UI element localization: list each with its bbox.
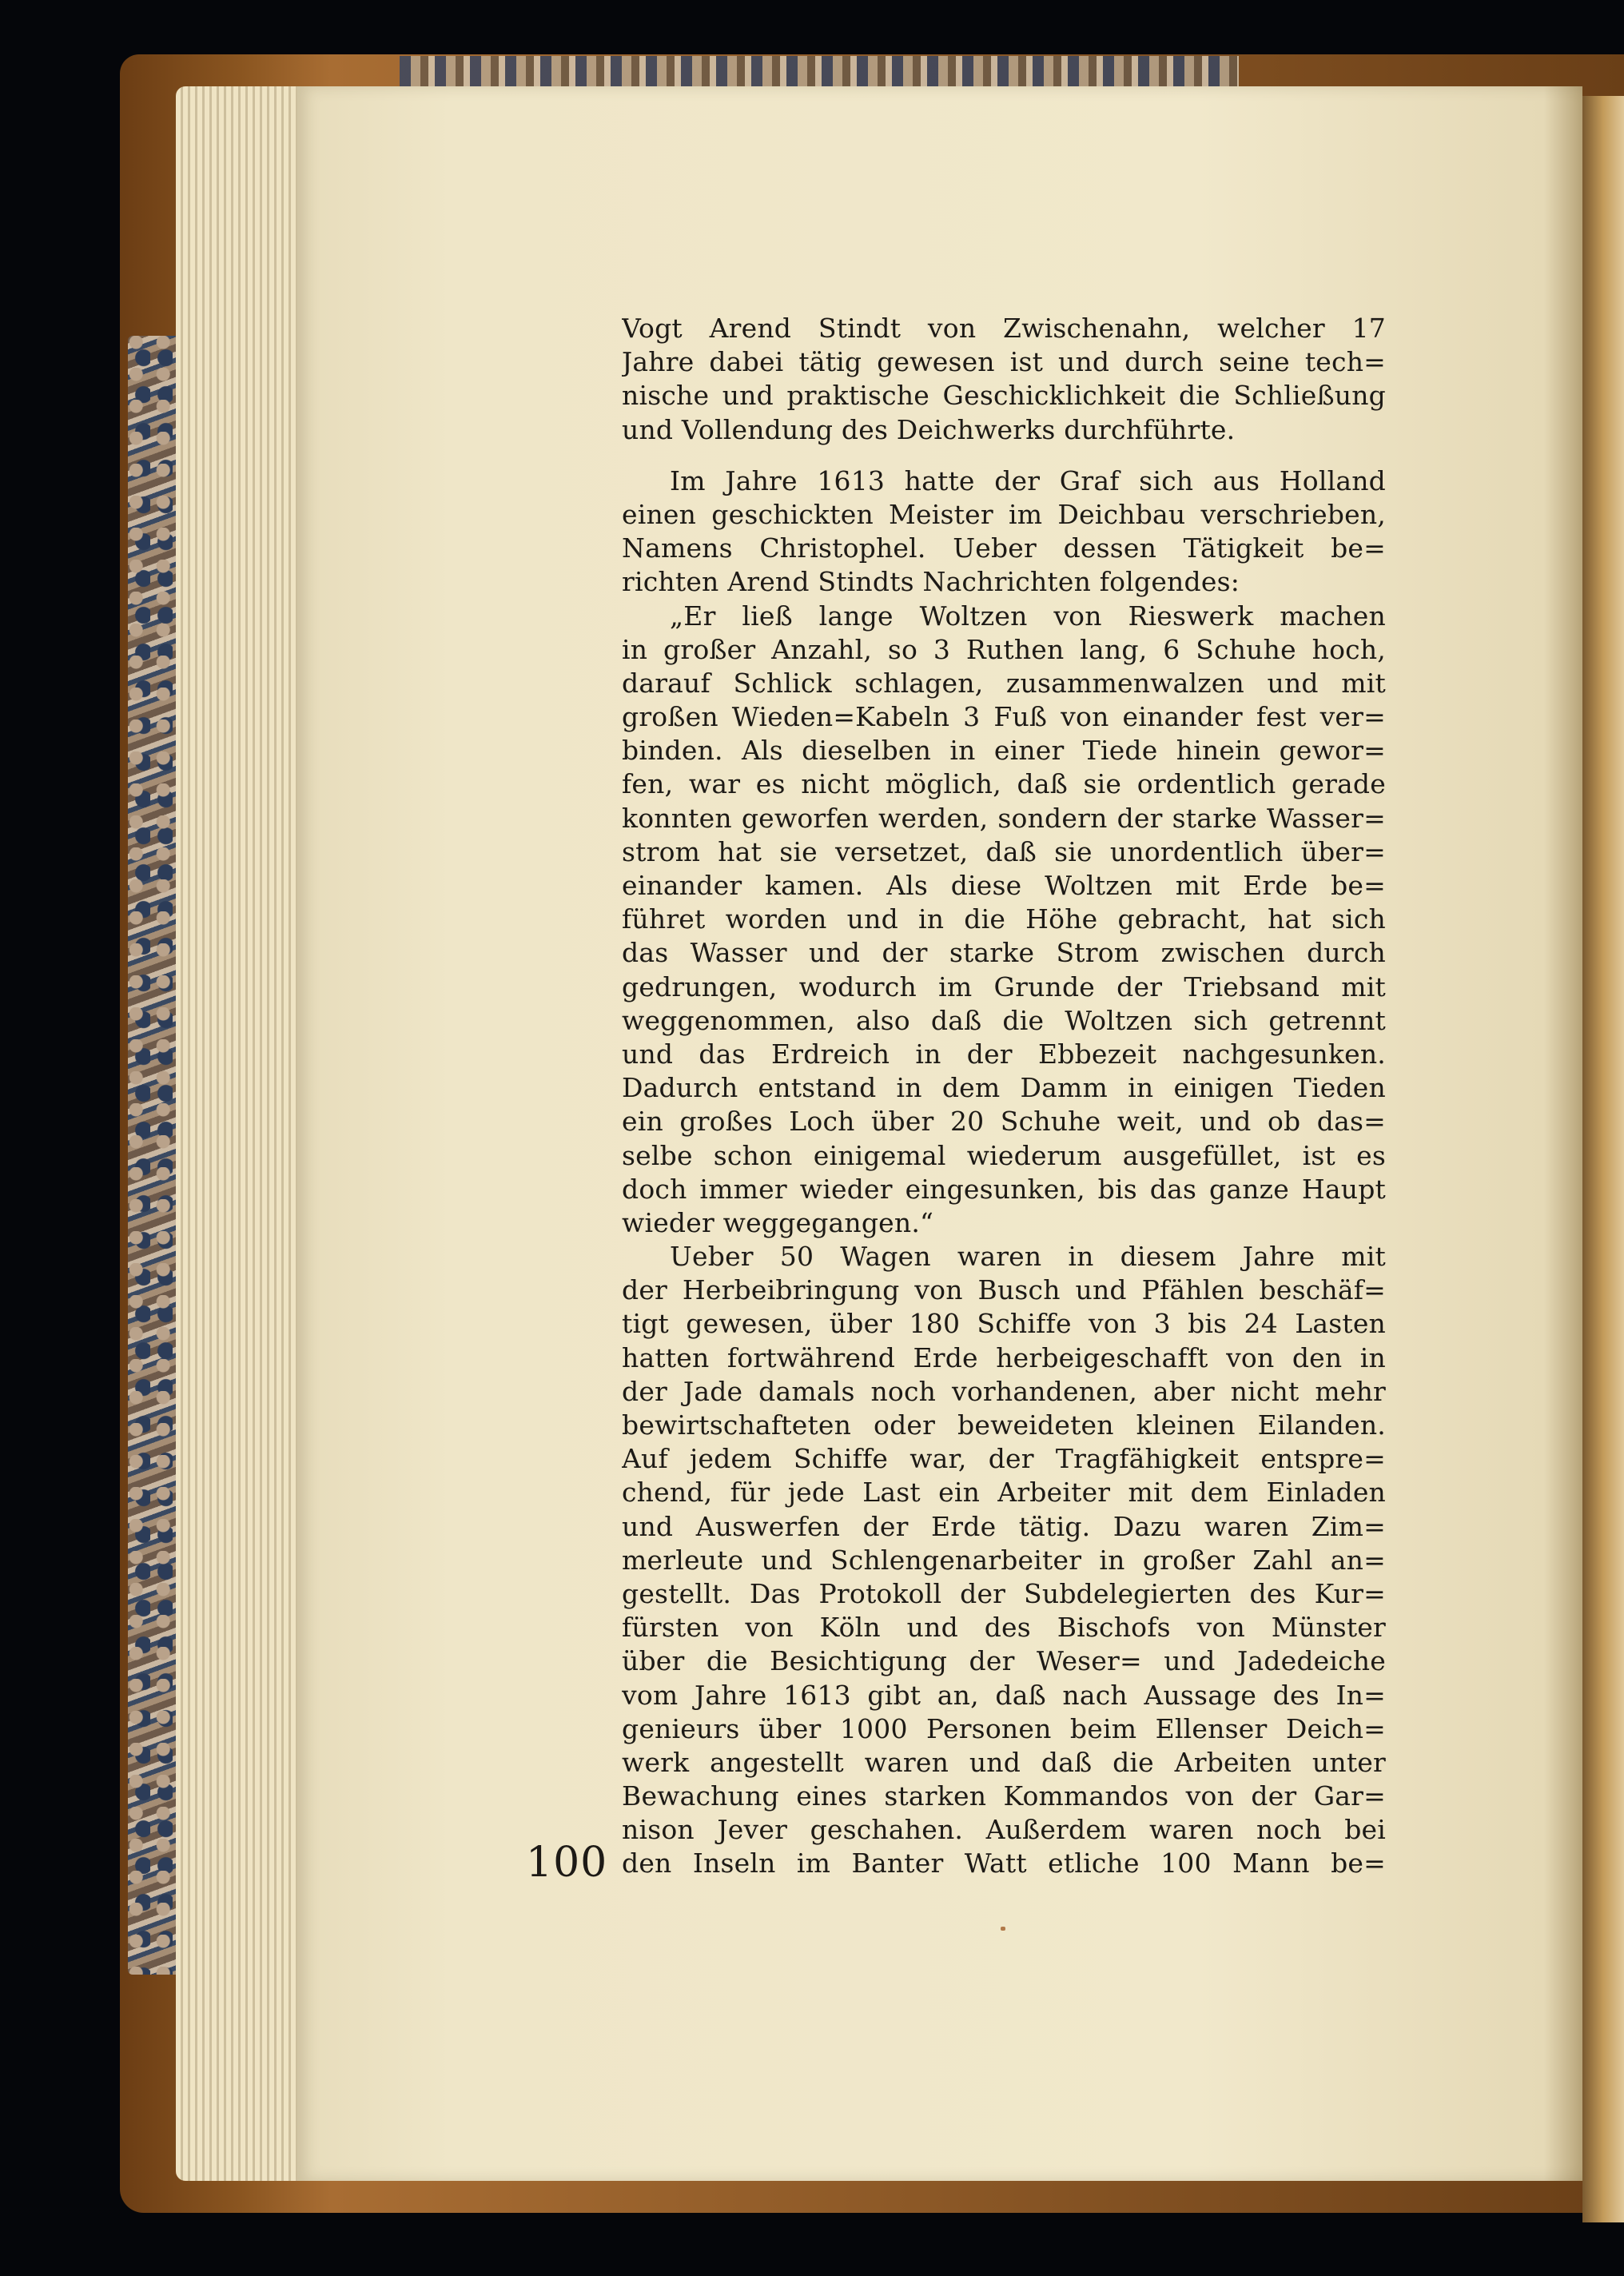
marbled-top-band [400, 56, 1239, 88]
text-line: einen geschickten Meister im Deichbau verschrieben, [622, 498, 1386, 530]
text-line: nison Jever geschahen. Außerdem waren noch bei [622, 1814, 1386, 1846]
text-line: merleute und Schlengenarbeiter in großer Zahl an= [622, 1544, 1386, 1576]
text-line: das Wasser und der starke Strom zwischen durch [622, 937, 1386, 969]
page-text [622, 312, 1386, 1881]
text-line: und Vollendung des Deichwerks durchführte. [622, 413, 1236, 445]
text-line: Bewachung eines starken Kommandos von der Gar= [622, 1780, 1386, 1812]
paper-speck [1001, 1927, 1005, 1931]
text-line: Im Jahre 1613 hatte der Graf sich aus Holland [670, 464, 1386, 496]
text-line: wieder weggegangen.“ [622, 1206, 934, 1238]
text-line: richten Arend Stindts Nachrichten folgendes: [622, 566, 1240, 598]
text-line: der Jade damals noch vorhandenen, aber nicht mehr [622, 1375, 1386, 1407]
text-line: vom Jahre 1613 gibt an, daß nach Aussage des In= [622, 1679, 1386, 1711]
text-line: führet worden und in die Höhe gebracht, hat sich [622, 903, 1386, 935]
text-line: doch immer wieder eingesunken, bis das ganze Haupt [622, 1173, 1386, 1205]
text-line: den Inseln im Banter Watt etliche 100 Mann be= [622, 1848, 1386, 1879]
text-line: „Er ließ lange Woltzen von Rieswerk machen [670, 600, 1386, 632]
text-line: binden. Als dieselben in einer Tiede hinein gewor= [622, 735, 1386, 767]
text-line: konnten geworfen werden, sondern der starke Wasser= [622, 802, 1386, 834]
text-line: strom hat sie versetzet, daß sie unordentlich über= [622, 835, 1386, 867]
text-line: selbe schon einigemal wiederum ausgefüllet, ist es [622, 1139, 1386, 1171]
text-line: hatten fortwährend Erde herbeigeschafft von den in [622, 1341, 1386, 1373]
text-line: großen Wieden=Kabeln 3 Fuß von einander fest ver= [622, 701, 1386, 733]
text-line: Namens Christophel. Ueber dessen Tätigkeit be= [622, 532, 1386, 564]
paragraph-gap [622, 447, 1386, 464]
text-line: fen, war es nicht möglich, daß sie ordentlich gerade [622, 768, 1386, 800]
text-line: weggenommen, also daß die Woltzen sich getrennt [622, 1004, 1386, 1036]
page-edges [176, 86, 304, 2181]
text-line: tigt gewesen, über 180 Schiffe von 3 bis 24 Lasten [622, 1308, 1386, 1340]
text-line: bewirtschafteten oder beweideten kleinen Eilanden. [622, 1409, 1386, 1441]
text-line: chend, für jede Last ein Arbeiter mit dem Einladen [622, 1477, 1386, 1509]
text-line: und das Erdreich in der Ebbezeit nachgesunken. [622, 1038, 1386, 1070]
text-line: und Auswerfen der Erde tätig. Dazu waren Zim= [622, 1510, 1386, 1542]
page-number: 100 [526, 1839, 608, 1887]
facing-page-edge [1582, 96, 1624, 2222]
text-line: über die Besichtigung der Weser= und Jadedeiche [622, 1645, 1386, 1677]
text-line: Dadurch entstand in dem Damm in einigen Tieden [622, 1072, 1386, 1104]
text-line: in großer Anzahl, so 3 Ruthen lang, 6 Schuhe hoch, [622, 633, 1386, 665]
text-line: nische und praktische Geschicklichkeit die Schließung [622, 380, 1386, 412]
text-line: fürsten von Köln und des Bischofs von Münster [622, 1612, 1386, 1644]
text-line: Jahre dabei tätig gewesen ist und durch seine tech= [622, 346, 1386, 378]
text-line: Ueber 50 Wagen waren in diesem Jahre mit [670, 1241, 1386, 1273]
text-line: darauf Schlick schlagen, zusammenwalzen und mit [622, 667, 1386, 699]
text-line: Auf jedem Schiffe war, der Tragfähigkeit entspre= [622, 1443, 1386, 1475]
text-line: gestellt. Das Protokoll der Subdelegierten des Kur= [622, 1577, 1386, 1609]
text-line: der Herbeibringung von Busch und Pfählen beschäf= [622, 1274, 1386, 1306]
text-line: einander kamen. Als diese Woltzen mit Erde be= [622, 870, 1386, 901]
text-line: genieurs über 1000 Personen beim Ellenser Deich= [622, 1712, 1386, 1744]
text-line: gedrungen, wodurch im Grunde der Triebsand mit [622, 971, 1386, 1002]
text-line: ein großes Loch über 20 Schuhe weit, und ob das= [622, 1106, 1386, 1138]
text-line: Vogt Arend Stindt von Zwischenahn, welcher 17 [622, 313, 1386, 344]
text-line: werk angestellt waren und daß die Arbeiten unter [622, 1746, 1386, 1778]
